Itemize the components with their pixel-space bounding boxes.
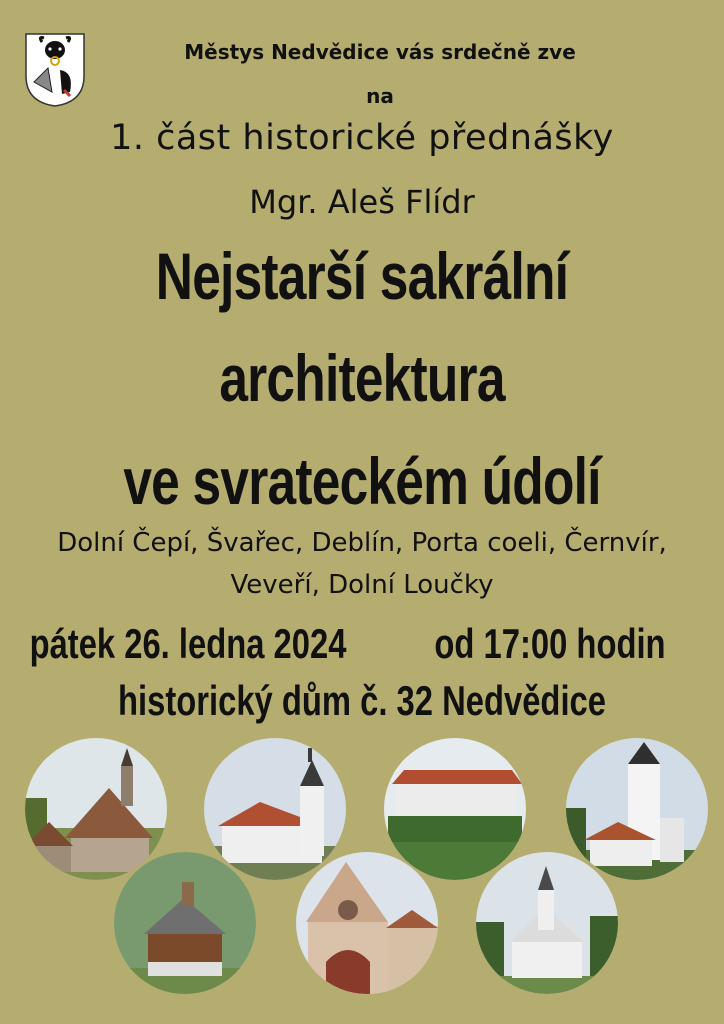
coat-of-arms-icon: [24, 32, 86, 108]
church-photo-6: [296, 852, 438, 994]
places-line-1: Dolní Čepí, Švařec, Deblín, Porta coeli, Černvír,: [57, 528, 667, 558]
church-photo-7: [476, 852, 618, 994]
title-line-2: architektura: [219, 341, 505, 415]
title-line-1: Nejstarší sakrální: [155, 239, 569, 313]
church-photo-5: [114, 852, 256, 994]
lecture-subtitle: 1. část historické přednášky: [110, 118, 614, 158]
church-photo-1: [25, 738, 167, 880]
event-date: pátek 26. ledna 2024: [29, 620, 347, 667]
church-photo-2: [204, 738, 346, 880]
event-venue: historický dům č. 32 Nedvědice: [118, 677, 606, 724]
church-photo-4: [566, 738, 708, 880]
na-text: na: [366, 84, 394, 108]
title-line-3: ve svrateckém údolí: [123, 444, 601, 518]
church-photo-3: [384, 738, 526, 880]
speaker-name: Mgr. Aleš Flídr: [249, 183, 475, 221]
event-time: od 17:00 hodin: [434, 620, 666, 667]
inviter-text: Městys Nedvědice vás srdečně zve: [184, 40, 576, 64]
places-line-2: Veveří, Dolní Loučky: [230, 570, 494, 600]
